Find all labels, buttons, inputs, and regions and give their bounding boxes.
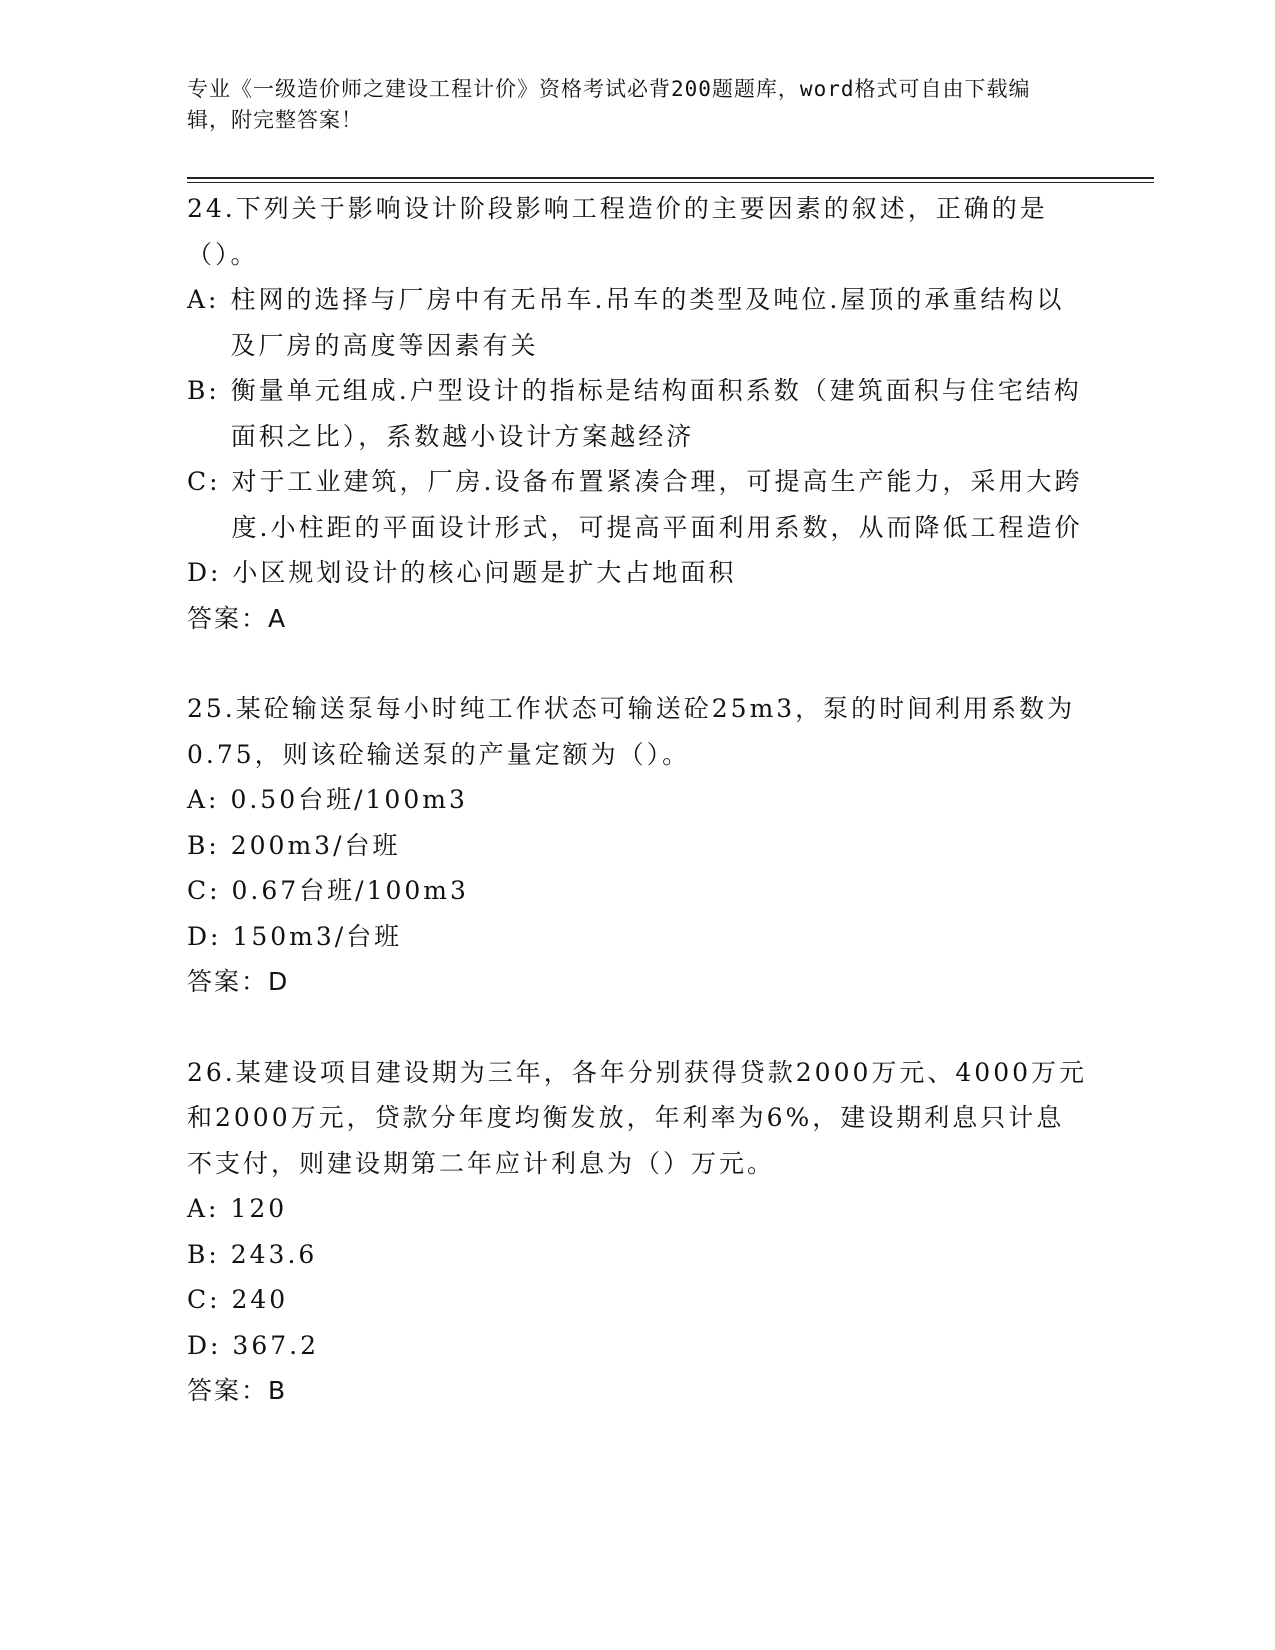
option-letter: B:: [187, 376, 231, 405]
option-text: 243.6: [230, 1239, 318, 1269]
option-c: [187, 459, 1087, 550]
option-c: [187, 1277, 1087, 1323]
option-letter: A:: [187, 1194, 231, 1223]
option-text: 小区规划设计的核心问题是扩大占地面积: [232, 558, 737, 587]
option-a: [187, 277, 1087, 368]
answer-label: 答案：B: [187, 1376, 288, 1405]
option-d: [187, 550, 1087, 596]
option-letter: C:: [187, 1285, 232, 1314]
question-stem: 24.下列关于影响设计阶段影响工程造价的主要因素的叙述，正确的是（）。: [187, 194, 1048, 269]
question-24: [187, 186, 1087, 641]
option-letter: A:: [187, 285, 231, 314]
option-text: 柱网的选择与厂房中有无吊车.吊车的类型及吨位.屋顶的承重结构以及厂房的高度等因素有关: [230, 285, 1065, 360]
option-b: [187, 1232, 1087, 1278]
question-26: [187, 1050, 1087, 1414]
option-text: 0.50台班/100m3: [230, 785, 468, 814]
option-letter: B:: [187, 830, 231, 860]
option-text: 衡量单元组成.户型设计的指标是结构面积系数（建筑面积与住宅结构面积之比），系数越小设计方案越经济: [230, 376, 1082, 451]
option-a: [187, 777, 1087, 823]
option-b: [187, 823, 1087, 869]
question-stem: 25.某砼输送泵每小时纯工作状态可输送砼25m3，泵的时间利用系数为0.75，则该砼输送泵的产量定额为（）。: [187, 694, 1076, 769]
option-letter: B:: [187, 1239, 231, 1269]
option-text: 120: [230, 1194, 288, 1223]
option-letter: D:: [187, 558, 233, 587]
option-text: 367.2: [232, 1330, 319, 1360]
option-letter: A:: [187, 785, 231, 814]
option-text: 240: [231, 1285, 289, 1314]
option-letter: D:: [187, 1330, 233, 1360]
answer-label: 答案：A: [187, 603, 288, 633]
question-stem: 26.某建设项目建设期为三年，各年分别获得贷款2000万元、4000万元和2000万元，贷款分年度均衡发放，年利率为6%，建设期利息只计息不支付，则建设期第二年应计利息为（）万元。: [187, 1057, 1088, 1178]
option-c: [187, 868, 1087, 914]
option-d: [187, 1323, 1087, 1369]
option-a: [187, 1186, 1087, 1232]
option-d: [187, 914, 1087, 960]
option-text: 200m3/台班: [230, 830, 401, 860]
answer-label: 答案：D: [187, 967, 290, 996]
option-letter: C:: [187, 876, 232, 905]
option-letter: D:: [187, 921, 233, 951]
option-text: 对于工业建筑，厂房.设备布置紧凑合理，可提高生产能力，采用大跨度.小柱距的平面设计形式，可提高平面利用系数，从而降低工程造价: [231, 467, 1083, 542]
option-text: 0.67台班/100m3: [231, 876, 469, 905]
question-25: [187, 686, 1087, 1005]
header-rule-thick: [187, 177, 1154, 179]
option-text: 150m3/台班: [232, 921, 403, 951]
header-rule-thin: [187, 182, 1154, 183]
question-list: [187, 186, 1087, 1459]
option-b: [187, 368, 1087, 459]
document-header: 专业《一级造价师之建设工程计价》资格考试必背200题题库，word格式可自由下载编辑，附完整答案！: [187, 77, 1031, 132]
option-letter: C:: [187, 467, 232, 496]
